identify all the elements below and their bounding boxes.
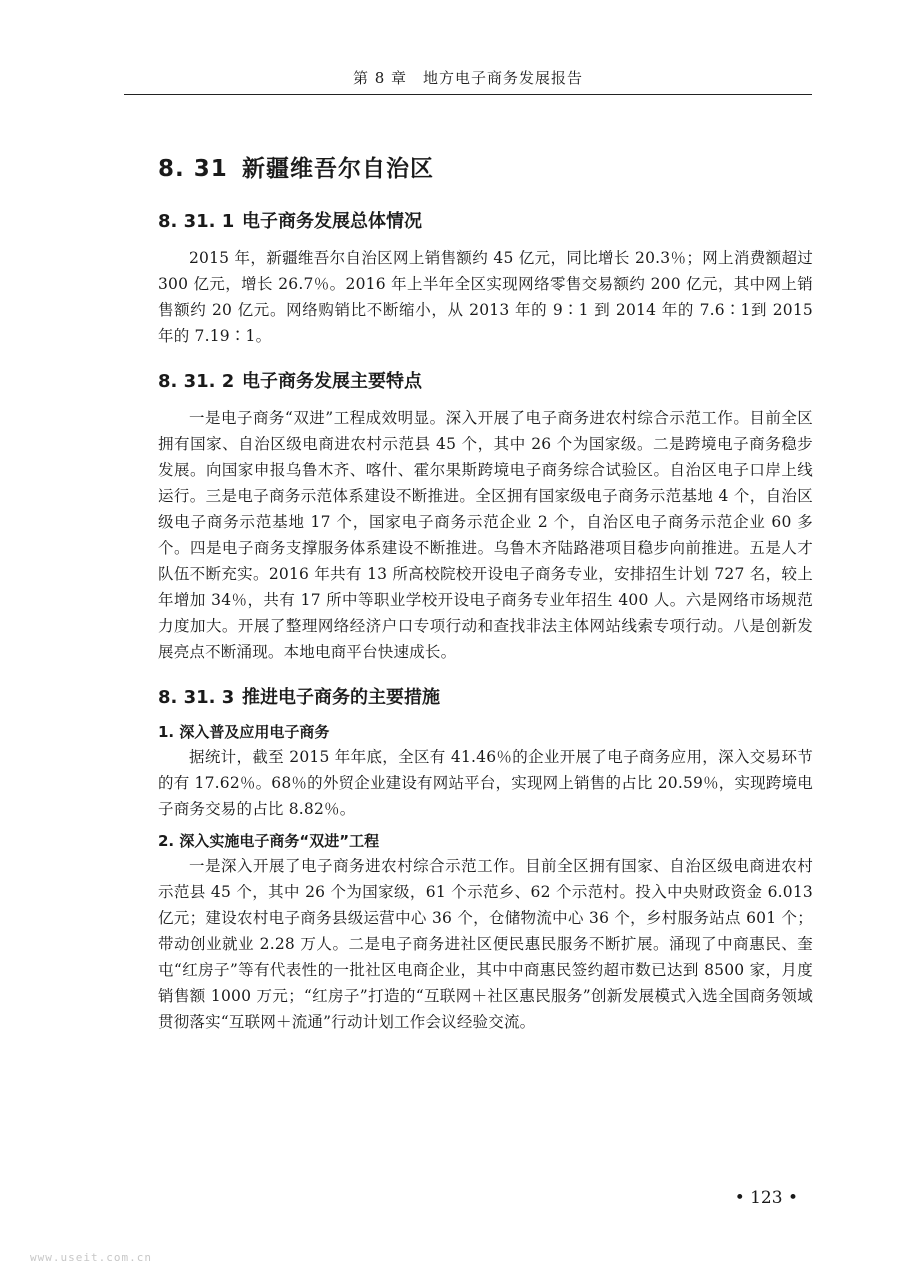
paragraph-overview: 2015 年，新疆维吾尔自治区网上销售额约 45 亿元，同比增长 20.3％；网上消费额超过 300 亿元，增长 26.7％。2016 年上半年全区实现网络零售交易额约 200 亿元，其中网上销售额约 20 亿元。网络购销比不断缩小，从 2013 年的 9∶1 到 2014 年的 7.6∶1到 2015 年的 7.19∶1。 (158, 249, 813, 345)
paragraph-features: 一是电子商务“双进”工程成效明显。深入开展了电子商务进农村综合示范工作。目前全区拥有国家、自治区级电商进农村示范县 45 个，其中 26 个为国家级。二是跨境电子商务稳步发展。向国家申报乌鲁木齐、喀什、霍尔果斯跨境电子商务综合试验区。自治区电子口岸上线运行。三是电子商务示范体系建设不断推进。全区拥有国家级电子商务示范基地 4 个，自治区级电子商务示范基地 17 个，国家电子商务示范企业 2 个，自治区电子商务示范企业 60 多个。四是电子商务支撑服务体系建设不断推进。乌鲁木齐陆路港项目稳步向前推进。五是人才队伍不断充实。2016 年共有 13 所高校院校开设电子商务专业，安排招生计划 727 名，较上年增加 34％，共有 17 所中等职业学校开设电子商务专业年招生 400 人。六是网络市场规范力度加大。开展了整理网络经济户口专项行动和查找非法主体网站线索专项行动。八是创新发展亮点不断涌现。本地电商平台快速成长。 (158, 409, 813, 661)
watermark: www.useit.com.cn (30, 1251, 152, 1264)
page-number: • 123 • (734, 1188, 798, 1208)
section-number: 8. 31 (158, 156, 228, 182)
section-title: 新疆维吾尔自治区 (242, 156, 434, 182)
subsection-title: 电子商务发展主要特点 (242, 371, 422, 392)
section-heading (158, 150, 813, 183)
subsection-number: 8. 31. 1 (158, 211, 235, 232)
header-rule (124, 94, 812, 95)
subsection-number: 8. 31. 2 (158, 371, 235, 392)
subsection-heading-1 (158, 207, 813, 233)
running-header: 第 8 章 地方电子商务发展报告 (352, 69, 584, 87)
subsection-number: 8. 31. 3 (158, 687, 235, 708)
subsection-heading-2 (158, 367, 813, 393)
paragraph-measure-1: 据统计，截至 2015 年年底，全区有 41.46％的企业开展了电子商务应用，深入交易环节的有 17.62％。68％的外贸企业建设有网站平台，实现网上销售的占比 20.59％，实现跨境电子商务交易的占比 8.82％。 (158, 748, 813, 818)
subsection-title: 电子商务发展总体情况 (242, 211, 422, 232)
page-content (158, 150, 813, 1035)
measure-heading-2: 2. 深入实施电子商务“双进”工程 (158, 832, 380, 850)
subsection-heading-3 (158, 683, 813, 709)
paragraph-measure-2: 一是深入开展了电子商务进农村综合示范工作。目前全区拥有国家、自治区级电商进农村示范县 45 个，其中 26 个为国家级，61 个示范乡、62 个示范村。投入中央财政资金 6.013 亿元；建设农村电子商务县级运营中心 36 个，仓储物流中心 36 个，乡村服务站点 601 个；带动创业就业 2.28 万人。二是电子商务进社区便民惠民服务不断扩展。涌现了中商惠民、奎屯“红房子”等有代表性的一批社区电商企业，其中中商惠民签约超市数已达到 8500 家，月度销售额 1000 万元；“红房子”打造的“互联网＋社区惠民服务”创新发展模式入选全国商务领域贯彻落实“互联网＋流通”行动计划工作会议经验交流。 (158, 857, 813, 1031)
measure-heading-1: 1. 深入普及应用电子商务 (158, 723, 330, 741)
subsection-title: 推进电子商务的主要措施 (242, 687, 440, 708)
